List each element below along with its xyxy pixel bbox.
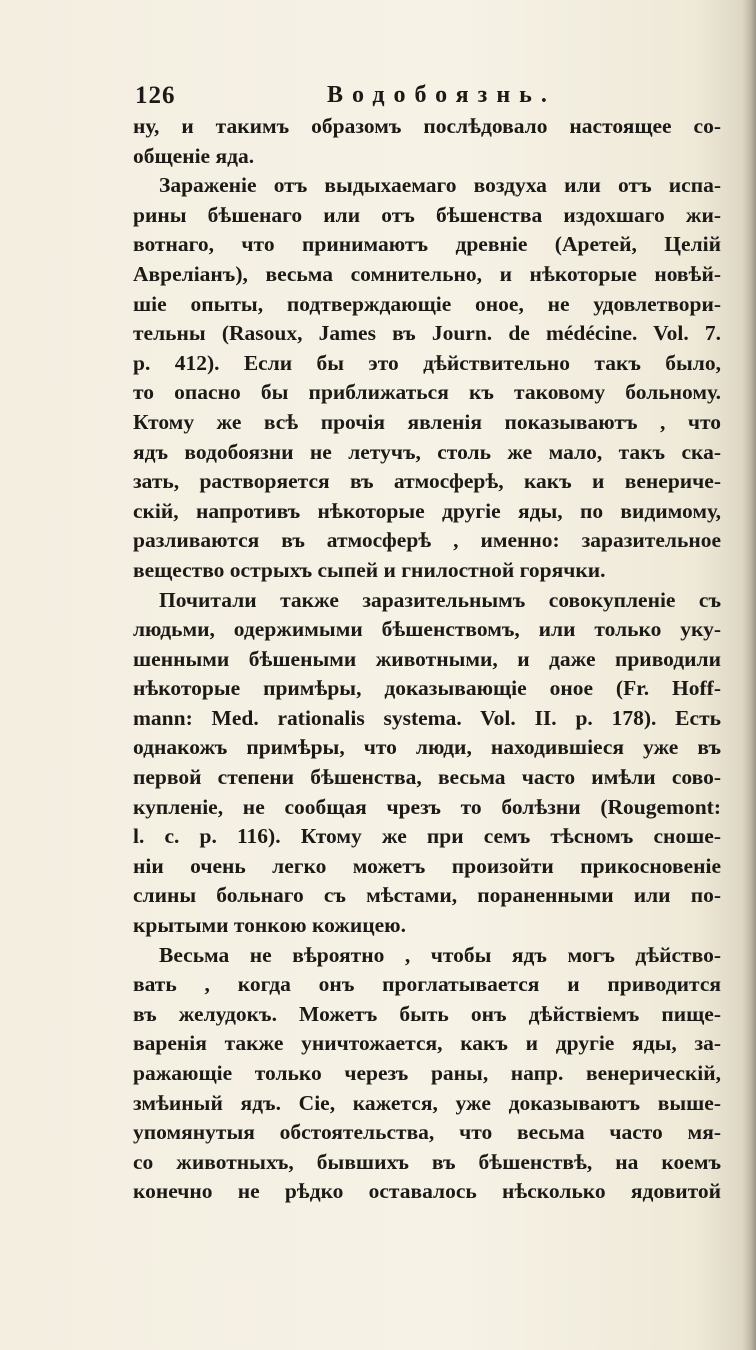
text-line: шiе опыты, подтверждающiе оное, не удовлетвори- [133,291,721,316]
text-line: p. 412). Если бы это дѣйствительно такъ было, [133,350,721,375]
text-line: Аврелiанъ), весьма сомнительно, и нѣкоторые новѣй- [133,261,721,286]
text-line: слины больнаго съ мѣстами, пораненными или по- [133,883,721,908]
text-line: Зараженiе отъ выдыхаемаго воздуха или отъ испа- [159,173,721,198]
text-line: вещество острыхъ сыпей и гнилостной горячки. [133,557,606,582]
text-line: въ желудокъ. Можетъ быть онъ дѣйствiемъ пище- [133,1001,721,1026]
text-line: первой степени бѣшенства, весьма часто имѣли сово- [133,765,721,790]
text-line: общенiе яда. [133,143,255,168]
text-line: нѣкоторые примѣры, доказывающiе оное (Fr. Hoff- [133,676,721,701]
text-line: со животныхъ, бывшихъ въ бѣшенствѣ, на коемъ [133,1149,721,1174]
text-line: то опасно бы приближаться къ таковому больному. [133,380,721,405]
text-line: купленiе, не сообщая чрезъ то болѣзни (Rougemont: [133,794,721,819]
text-line: скiй, напротивъ нѣкоторые другiе яды, по видимому, [133,498,721,523]
text-line: варенiя также уничтожается, какъ и другiе яды, за- [133,1031,721,1056]
paragraph-3 [133,586,721,941]
text-line: людьми, одержимыми бѣшенствомъ, или только уку- [133,617,721,642]
text-line: ражающiе только черезъ раны, напр. венерическiй, [133,1061,721,1085]
text-line: однакожъ примѣры, что люди, находившiеся уже въ [133,735,721,760]
text-line: нiи очень легко можетъ произойти прикосновенiе [133,853,721,878]
text-line: вать , когда онъ проглатывается и приводится [133,972,721,997]
text-line: разливаются въ атмосферѣ , именно: заразительное [133,528,721,553]
text-line: Почитали также заразительнымъ совокупленiе съ [159,587,721,612]
text-line: зать, растворяется въ атмосферѣ, какъ и венериче- [133,469,721,494]
page-edge-shadow [742,0,756,1350]
paragraph-4 [133,941,721,1207]
text-line: ну, и такимъ образомъ послѣдовало настоящее со- [133,114,721,138]
paragraph-1 [133,112,721,171]
page-header [135,82,725,116]
text-line: Весьма не вѣроятно , чтобы ядъ могъ дѣйство- [159,942,721,967]
page-number: 126 [135,82,176,109]
text-line: вотнаго, что принимаютъ древнiе (Аретей, Целiй [133,232,721,257]
text-line: l. c. p. 116). Ктому же при семъ тѣсномъ сноше- [133,824,721,849]
text-line: mann: Med. rationalis systema. Vol. II. p. 178). Есть [133,705,721,730]
text-line: шенными бѣшеными животными, и даже приводили [133,646,721,671]
text-line: змѣиный ядъ. Сiе, кажется, уже доказываютъ выше- [133,1090,721,1115]
paragraph-2 [133,171,721,585]
text-line: Ктому же всѣ прочiя явленiя показываютъ , что [133,409,721,434]
text-line: конечно не рѣдко оставалось нѣсколько ядовитой [133,1179,721,1204]
text-line: тельны (Rasoux, James въ Journ. de médécine. Vol. 7. [133,321,721,346]
text-line: ядъ водобоязни не летучъ, столь же мало, такъ ска- [133,439,721,464]
running-title: Водобоязнь. [327,82,556,108]
text-line: крытыми тонкою кожицею. [133,913,406,938]
text-line: упомянутыя обстоятельства, что весьма часто мя- [133,1120,721,1145]
text-line: рины бѣшенаго или отъ бѣшенства издохшаго жи- [133,202,721,227]
body-text [133,112,721,1207]
